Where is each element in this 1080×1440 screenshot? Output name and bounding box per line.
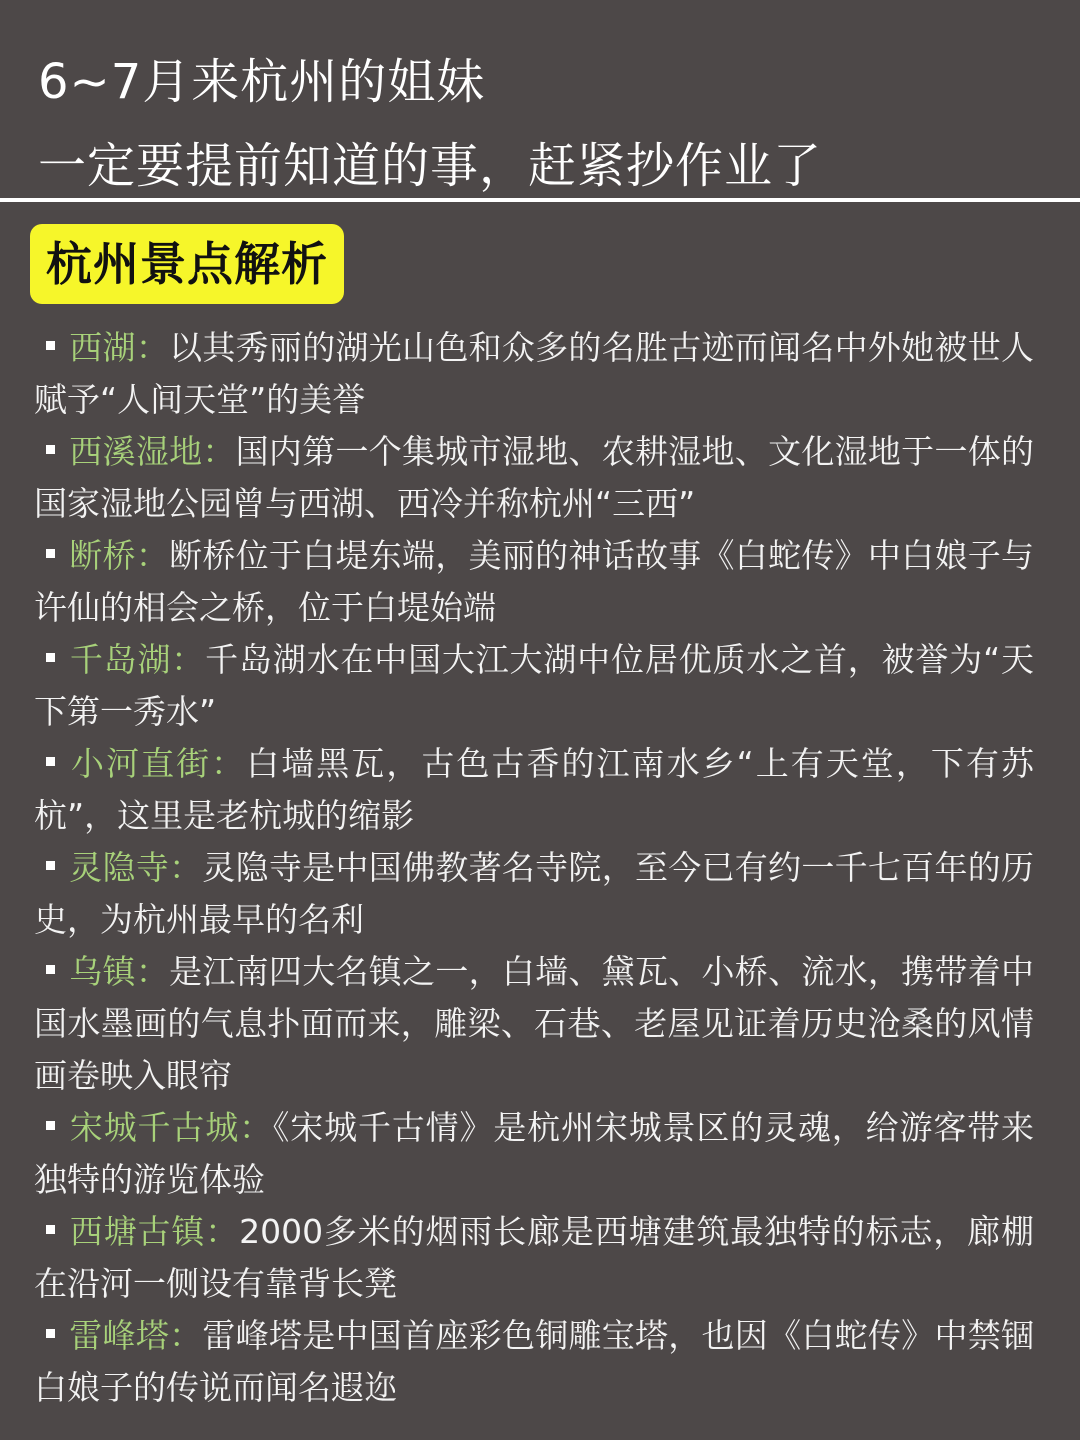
bullet-icon [46,653,55,662]
bullet-icon [46,549,55,558]
bullet-icon [46,341,55,350]
list-item [34,1206,1034,1310]
list-item [34,1310,1034,1414]
list-item [34,842,1034,946]
bullet-icon [46,1121,55,1130]
attraction-name: 灵隐寺： [69,848,203,887]
attraction-name: 小河直街： [69,744,247,783]
attraction-description: 《宋城千古情》是杭州宋城景区的灵魂，给游客带来独特的游览体验 [34,1108,1035,1199]
attraction-description: 以其秀丽的湖光山色和众多的名胜古迹而闻名中外她被世人赋予“人间天堂”的美誉 [34,328,1035,419]
section-title-badge: 杭州景点解析 [30,224,344,304]
attraction-name: 宋城千古城： [69,1108,273,1147]
attraction-description: 白墙黑瓦，古色古香的江南水乡“上有天堂，下有苏杭”，这里是老杭城的缩影 [34,744,1034,835]
attraction-description: 雷峰塔是中国首座彩色铜雕宝塔，也因《白蛇传》中禁锢白娘子的传说而闻名遐迩 [34,1316,1035,1407]
attraction-description: 国内第一个集城市湿地、农耕湿地、文化湿地于一体的国家湿地公园曾与西湖、西冷并称杭州“三西” [34,432,1035,523]
header [38,40,1068,208]
bullet-icon [46,1329,55,1338]
list-item [34,1102,1034,1206]
attraction-description: 千岛湖水在中国大江大湖中位居优质水之首，被誉为“天下第一秀水” [34,640,1034,731]
page-title-line-1: 6~7月来杭州的姐妹 [38,54,486,110]
list-item [34,530,1034,634]
attraction-name: 雷峰塔： [69,1316,203,1355]
attraction-name: 西溪湿地： [69,432,236,471]
attraction-name: 断桥： [69,536,170,575]
list-item [34,738,1034,842]
list-item [34,322,1034,426]
attraction-description: 灵隐寺是中国佛教著名寺院，至今已有约一千七百年的历史，为杭州最早的名利 [34,848,1035,939]
header-divider [0,198,1080,202]
attraction-description: 断桥位于白堤东端，美丽的神话故事《白蛇传》中白娘子与许仙的相会之桥，位于白堤始端 [34,536,1035,627]
bullet-icon [46,445,55,454]
attraction-description: 2000多米的烟雨长廊是西塘建筑最独特的标志，廊棚在沿河一侧设有靠背长凳 [34,1212,1035,1303]
attraction-name: 乌镇： [69,952,170,991]
attraction-name: 西湖： [69,328,170,367]
list-item [34,634,1034,738]
attraction-description: 是江南四大名镇之一，白墙、黛瓦、小桥、流水，携带着中国水墨画的气息扑面而来，雕梁、石巷、老屋见证着历史沧桑的风情画卷映入眼帘 [34,952,1035,1095]
bullet-icon [46,757,55,766]
attraction-list [34,322,1034,1414]
bullet-icon [46,965,55,974]
bullet-icon [46,1225,55,1234]
list-item [34,426,1034,530]
attraction-name: 千岛湖： [69,640,206,679]
attraction-name: 西塘古镇： [69,1212,240,1251]
page-title-line-2: 一定要提前知道的事，赶紧抄作业了 [38,138,823,194]
list-item [34,946,1034,1102]
bullet-icon [46,861,55,870]
